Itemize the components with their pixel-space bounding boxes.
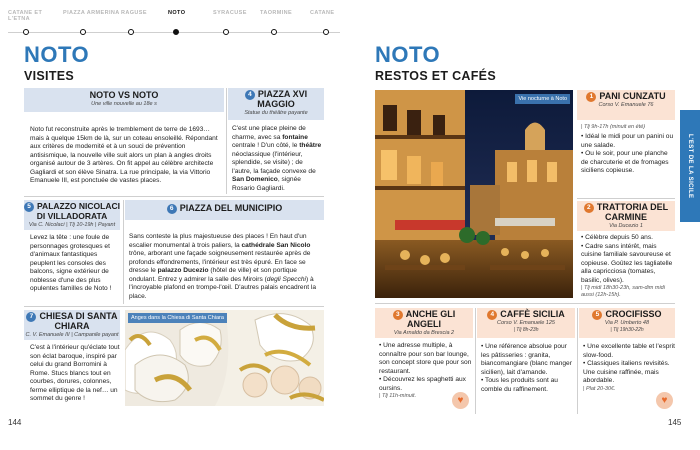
crocifisso-list xyxy=(583,343,675,393)
map-pin-icon: 2 xyxy=(584,203,594,213)
list-item: • Idéal le midi pour un panini ou une salade. xyxy=(581,133,674,149)
box-subtitle: C. V. Emanuele III | Campanile payant xyxy=(25,331,119,338)
noto-vs-noto-text: Noto fut reconstruite après le tremblement de terre de 1693… mais à quelque 15km de là, sur un coteau ensoleillé. Répondant aux critères de modernité et à un souci de prévention antisismique, la nouvelle ville suit alors un plan à angles droits organisé autour de 3 artères. On fit appel au célèbre architecte Gagliardi et son élève Sinatra. La rue principale, la via Vittorio Emanuele III, est ponctuée de vastes places. xyxy=(30,126,218,184)
hours: | Tlj 8h-23h xyxy=(513,327,539,333)
villadorata-text: Levez la tête : une foule de personnages grotesques et d'animaux fantastiques peuplent les consoles des balcons, signe extérieur de noblesse d'une des plus opulentes familles de Noto ! xyxy=(30,234,112,292)
box-subtitle: Via C. Nicolaci | Tlj 10-19h | Payant xyxy=(28,221,116,228)
photo-caption: Anges dans la Chiesa di Santa Chiara xyxy=(128,313,227,323)
list-item: • Célèbre depuis 50 ans. xyxy=(581,234,653,241)
list-item: • Une référence absolue pour les pâtisseries : granita, biancomangiare (blanc manger sicilien), lait d'amande. xyxy=(481,343,572,376)
divider xyxy=(577,308,578,414)
angels-photo xyxy=(125,310,324,406)
hours: | Plat 20-30€. xyxy=(583,385,616,392)
piazza-municipio-header xyxy=(125,200,324,220)
map-pin-icon: 4 xyxy=(487,310,497,320)
page-number-left: 144 xyxy=(8,418,22,427)
list-item: • Découvrez les spaghetti aux oursins. xyxy=(379,376,466,392)
list-item: • Tous les produits sont au comble du raffinement. xyxy=(481,377,558,393)
address: Via P. Umberto 48 xyxy=(604,320,650,326)
nav-item-noto[interactable]: NOTO xyxy=(168,10,186,16)
box-subtitle: Une ville nouvelle au 18e s xyxy=(91,100,157,107)
box-title: PIAZZA XVI MAGGIO xyxy=(257,89,308,109)
nav-item-syracuse[interactable]: SYRACUSE xyxy=(213,10,247,16)
box-title: PALAZZO NICOLACI DI VILLADORATA xyxy=(36,201,120,221)
map-pin-icon: 5 xyxy=(592,310,602,320)
hours: | Tlj midi 18h30-23h, sam-dim midi aussi (12h-15h). xyxy=(581,285,665,298)
map-pin-icon: 3 xyxy=(393,310,403,320)
hours: | Tlj 11h-minuit. xyxy=(379,393,417,399)
nav-dot xyxy=(23,29,29,35)
nav-dot xyxy=(80,29,86,35)
box-title: ANCHE GLI ANGELI xyxy=(405,309,456,329)
nav-dot xyxy=(223,29,229,35)
map-pin-icon: 1 xyxy=(586,92,596,102)
nav-item-raguse[interactable]: RAGUSE xyxy=(121,10,147,16)
box-subtitle: Statue du théâtre payante xyxy=(244,109,308,116)
section-title: RESTOS ET CAFÉS xyxy=(375,69,496,83)
nav-dot xyxy=(128,29,134,35)
angels-illustration xyxy=(125,310,324,406)
page-title: NOTO xyxy=(24,42,90,67)
divider xyxy=(375,303,675,304)
box-title: CHIESA DI SANTA CHIARA xyxy=(39,311,118,331)
nav-dot-active xyxy=(173,29,179,35)
map-pin-icon: 7 xyxy=(26,312,36,322)
hours: | Tlj 19h30-22h xyxy=(610,327,644,333)
divider xyxy=(226,88,227,194)
santa-chiara-header xyxy=(24,310,120,340)
box-title: TRATTORIA DEL CARMINE xyxy=(596,202,669,222)
trattoria-list xyxy=(581,234,675,299)
region-sidebar-tab: L'EST DE LA SICILE xyxy=(680,110,700,222)
piazza-municipio-text: Sans conteste la plus majestueuse des places ! En haut d'un escalier monumental à trois paliers, la cathédrale San Nicolo trône, arborant une façade soigneusement restaurée après de profonds effondrements, l'intérieur est très épuré. En face se dresse le palazzo Ducezio (hôtel de ville) et son portique ondulant. Entrez y admirer la salle des Miroirs (degli Specchi) à l'incroyable plafond en trompe-l'œil. D'autres palais encadrent la place. xyxy=(129,233,317,300)
divider xyxy=(24,306,324,307)
night-street-illustration xyxy=(375,90,573,298)
caffe-sicilia-list xyxy=(481,343,575,394)
divider xyxy=(577,198,675,199)
nav-item-catane-etna[interactable]: CATANE ET L'ETNA xyxy=(8,10,43,22)
box-title: NOTO VS NOTO xyxy=(89,90,159,100)
santa-chiara-text: C'est à l'intérieur qu'éclate tout son éclat baroque, inspiré par celui du grand Borromini à Rome. Stucs blancs tout en courbes, dorures, colonnes, ferme elliptique de la nef… un sommet du genre ! xyxy=(30,344,120,402)
address: Corso V. Emanuele 125 xyxy=(497,320,555,326)
anche-angeli-header xyxy=(375,308,473,338)
nav-dot xyxy=(271,29,277,35)
divider xyxy=(475,308,476,414)
heart-icon[interactable]: ♥ xyxy=(452,392,469,409)
list-item: • Une adresse multiple, à connaître pour son bar lounge, son concept store que pour son restaurant. xyxy=(379,342,472,375)
trattoria-header xyxy=(577,201,675,231)
crocifisso-header xyxy=(579,308,675,338)
piazza-xvi-maggio-text: C'est une place pleine de charme, avec sa fontaine centrale ! D'un côté, le théâtre néoclassique (l'intérieur, splendide, se visite) ; de l'autre, la façade convexe de San Domenico, signée Rosario Gagliardi. xyxy=(232,125,322,192)
pani-cunzatu-header xyxy=(577,90,675,120)
nav-item-taormine[interactable]: TAORMINE xyxy=(260,10,293,16)
nav-dot xyxy=(323,29,329,35)
page-number-right: 145 xyxy=(668,418,682,427)
list-item: • Une excellente table et l'esprit slow-food. xyxy=(583,343,675,359)
divider xyxy=(24,196,324,197)
noto-vs-noto-header xyxy=(24,88,224,112)
pani-cunzatu-list xyxy=(581,133,675,176)
box-title: PIAZZA DEL MUNICIPIO xyxy=(179,203,283,213)
photo-caption: Vie nocturne à Noto xyxy=(515,94,570,104)
map-pin-icon: 4 xyxy=(245,90,255,100)
map-pin-icon: 6 xyxy=(167,204,177,214)
section-title: VISITES xyxy=(24,69,75,83)
villadorata-header xyxy=(24,200,120,230)
list-item: • Classiques italiens revisités. Une cuisine raffinée, mais abordable. xyxy=(583,360,670,384)
box-title: CAFFÈ SICILIA xyxy=(500,309,565,319)
nav-item-piazza-armerina[interactable]: PIAZZA ARMERINA xyxy=(63,10,120,16)
address: Via Ducezio 1 xyxy=(609,222,643,229)
chapter-nav xyxy=(8,10,340,40)
heart-icon[interactable]: ♥ xyxy=(656,392,673,409)
box-title: PANI CUNZATU xyxy=(599,91,666,101)
divider xyxy=(123,200,124,304)
piazza-xvi-maggio-header xyxy=(228,88,324,120)
page-title: NOTO xyxy=(375,42,441,67)
night-street-photo xyxy=(375,90,573,298)
address: Corso V. Emanuele 76 xyxy=(598,102,654,108)
list-item: • Cadre sans intérêt, mais cuisine familiale savoureuse et copieuse. Goûtez les tagliatelle alla capricciosa (tomates, basilic, olives). xyxy=(581,242,673,284)
nav-item-catane[interactable]: CATANE xyxy=(310,10,335,16)
list-item: • Ou le soir, pour une planche de charcuterie et de fromages siciliens copieuse. xyxy=(581,150,669,174)
map-pin-icon: 5 xyxy=(24,202,34,212)
caffe-sicilia-header xyxy=(477,308,575,338)
hours: | Tlj 9h-17h (minuit en été) xyxy=(581,124,646,130)
box-title: CROCIFISSO xyxy=(605,309,662,319)
address: Via Arnaldo da Brescia 2 xyxy=(393,329,455,336)
